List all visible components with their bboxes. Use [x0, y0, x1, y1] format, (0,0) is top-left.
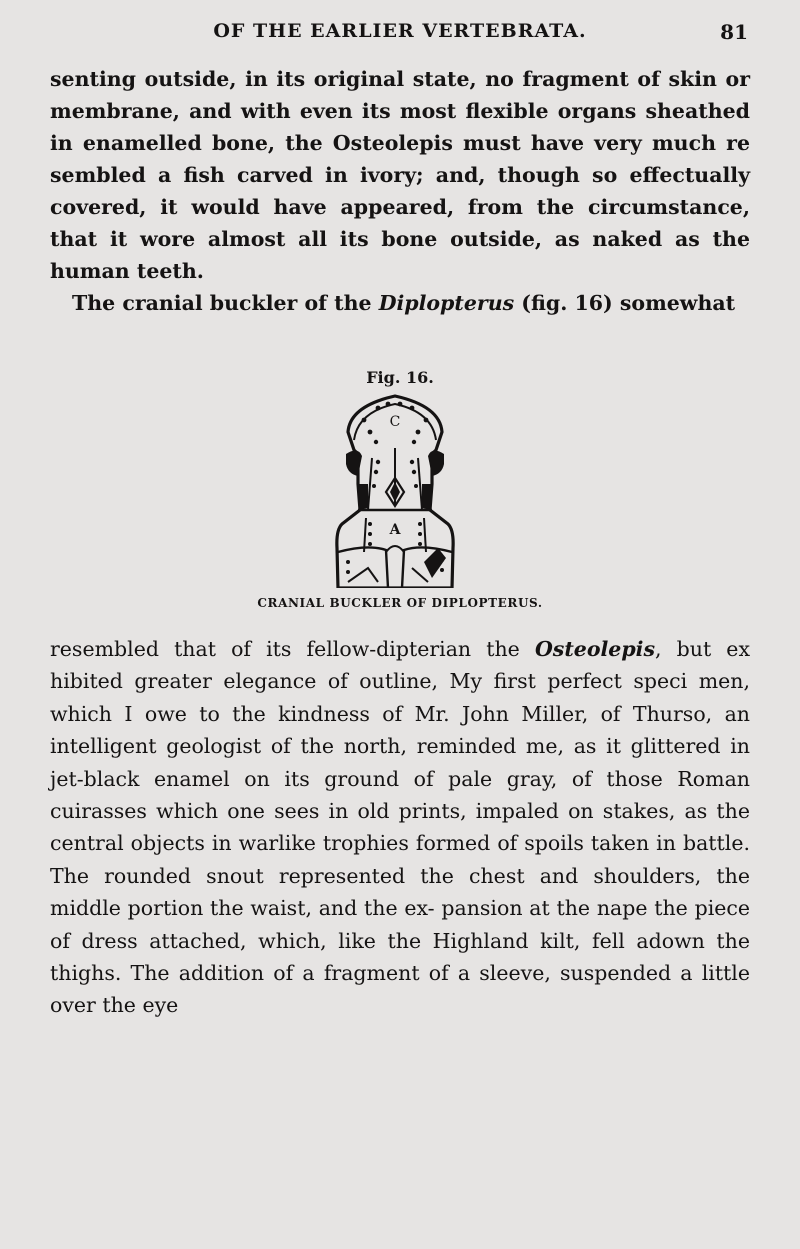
- p3-line-5: it glittered in jet-black enamel on its ground of pale gray, of: [50, 734, 750, 791]
- p2-text-after: (fig. 16) somewhat: [514, 291, 736, 315]
- p3-line-6: those Roman cuirasses which one sees in old prints, impaled: [50, 766, 750, 824]
- right-orbit-notch: [428, 450, 444, 476]
- p3-line-10: pansion at the nape the piece of dress attached, which, like: [50, 896, 750, 953]
- p1-line-7: teeth.: [136, 259, 204, 283]
- p3-line-8: of spoils taken in battle. The rounded snout represented the: [50, 831, 750, 888]
- p3-line-1-pre: resembled that of its fellow-dipterian the: [50, 637, 535, 661]
- top-text-block: [50, 63, 750, 319]
- p1-line-3: in enamelled bone, the Osteolepis must have very much re: [50, 131, 750, 155]
- p1-line-1: senting outside, in its original state, no fragment of skin or: [50, 67, 750, 91]
- p1-line-2: membrane, and with even its most flexible organs sheathed: [50, 99, 750, 123]
- paragraph-3: [50, 633, 750, 1022]
- p3-line-2: hibited greater elegance of outline, My first perfect speci: [50, 669, 688, 694]
- p3-line-4: Thurso, an intelligent geologist of the north, reminded me, as: [50, 701, 750, 759]
- page-number: 81: [720, 20, 748, 44]
- figure-label: Fig. 16.: [366, 368, 434, 387]
- p2-italic-diplopterus: Diplopterus: [378, 291, 515, 315]
- p3-italic-osteolepis: Osteolepis: [534, 637, 656, 661]
- cranial-buckler-drawing: [328, 392, 462, 588]
- running-title: OF THE EARLIER VERTEBRATA.: [213, 20, 587, 42]
- p1-line-4: sembled a fish carved in ivory; and, though so effectually: [50, 163, 750, 187]
- bottom-text-block: [50, 633, 750, 1022]
- p1-line-6: it wore almost all its bone outside, as naked as the human: [50, 227, 750, 283]
- p3-line-7: on stakes, as the central objects in warlike trophies formed: [50, 799, 750, 856]
- paragraph-1: [50, 63, 750, 287]
- running-head: [0, 20, 800, 60]
- figure-caption: CRANIAL BUCKLER OF DIPLOPTERUS.: [257, 596, 543, 610]
- figure-letter-c: C: [389, 414, 401, 430]
- paragraph-2: [50, 287, 750, 319]
- p3-line-11: the Highland kilt, fell adown the thighs. The addition: [50, 928, 751, 986]
- left-orbit-notch: [346, 450, 362, 476]
- figure-cranial-buckler: [328, 392, 462, 588]
- p3-line-1-post: , but ex: [655, 637, 751, 661]
- p3-line-3: men, which I owe to the kindness of Mr. John Miller, of: [50, 669, 750, 726]
- figure-letter-a: A: [389, 522, 401, 538]
- p3-line-9: chest and shoulders, the middle portion the waist, and the ex-: [50, 863, 750, 921]
- p3-line-12: of a fragment of a sleeve, suspended a little over the eye: [50, 961, 750, 1018]
- p2-text-before: The cranial buckler of the: [72, 291, 379, 315]
- p1-line-5: covered, it would have appeared, from the circumstance, that: [50, 195, 750, 251]
